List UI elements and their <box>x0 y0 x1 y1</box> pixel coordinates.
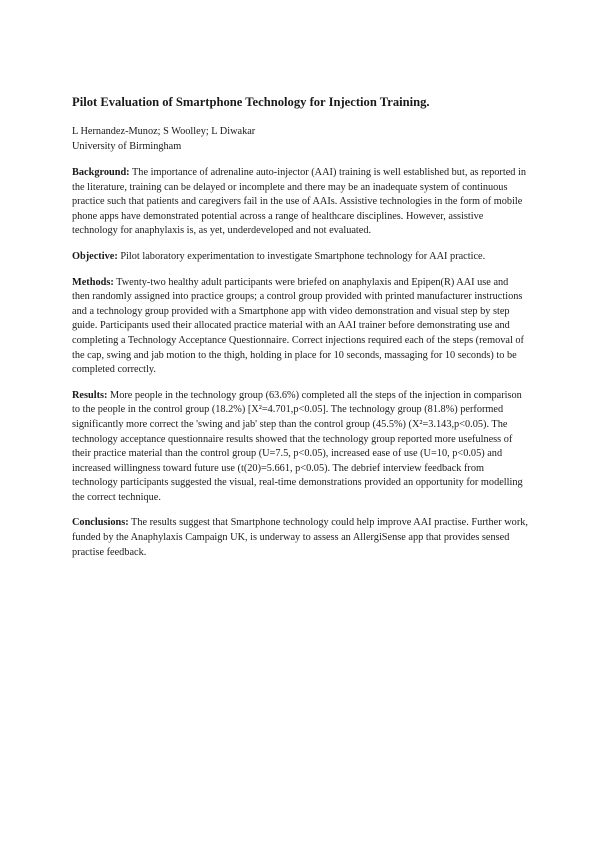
section-text: Pilot laboratory experimentation to investigate Smartphone technology for AAI practice. <box>120 250 486 262</box>
conclusions-section <box>72 516 528 560</box>
section-heading: Background: <box>72 167 130 178</box>
affiliation: University of Birmingham <box>72 140 182 152</box>
section-heading: Results: <box>72 389 108 401</box>
section-text: Twenty-two healthy adult participants were briefed on anaphylaxis and Epipen(R) AAI use and then randomly assigned into practice groups; a control group provided with printed manufacturer instructions and a technology group provided with a Smartphone app with video demonstration and visual step by step guide. Participants used their allocated practice material with an AAI trainer before demonstrating use and completing a Technology Acceptance Questionnaire. Correct injections required each of the steps (removal of the cap, swing and jab motion to the thigh, holding in place for 10 seconds, massaging for 10 seconds) to be completed correctly. <box>72 276 524 376</box>
section-text: More people in the technology group (63.6%) completed all the steps of the injection in comparison to the people in the control group (18.2%) [X²=4.701,p<0.05]. The technology group (81.8%) performed significantly more correct the 'swing and jab' step than the control group (45.5%) (X²=3.143,p<0.05). The technology acceptance questionnaire results showed that the technology group reported more usefulness of their practice material than the control group (U=7.5, p<0.05), increased ease of use (U=10, p<0.05) and increased willingness toward future use (t(20)=5.661, p<0.05). The debrief interview feedback from technology participants suggested the visual, real-time demonstrations provided an opportunity for modelling the correct technique. <box>72 389 523 503</box>
section-text: The results suggest that Smartphone technology could help improve AAI practise. Further work, funded by the Anaphylaxis Campaign UK, is underway to assess an AllergiSense app that provides sensed practise feedback. <box>72 517 528 558</box>
author-list: L Hernandez-Munoz; S Woolley; L Diwakar <box>72 126 256 137</box>
document-page <box>72 94 528 571</box>
section-text: The importance of adrenaline auto-injector (AAI) training is well established but, as reported in the literature, training can be delayed or incomplete and there may be an inadequate system of continuous practice such that patients and caregivers fail in the use of AAIs. Assistive technologies in the form of mobile phone apps have demonstrated potential across a range of healthcare disciplines. However, assistive technology for anaphylaxis is, as yet, underdeveloped and not evaluated. <box>72 167 527 237</box>
objective-section <box>72 250 528 265</box>
background-section <box>72 166 528 239</box>
section-heading: Objective: <box>72 250 118 262</box>
methods-section <box>72 276 528 378</box>
paper-title: Pilot Evaluation of Smartphone Technology for Injection Training. <box>72 95 430 109</box>
results-section <box>72 389 528 506</box>
section-heading: Conclusions: <box>72 517 129 529</box>
section-heading: Methods: <box>72 276 114 288</box>
